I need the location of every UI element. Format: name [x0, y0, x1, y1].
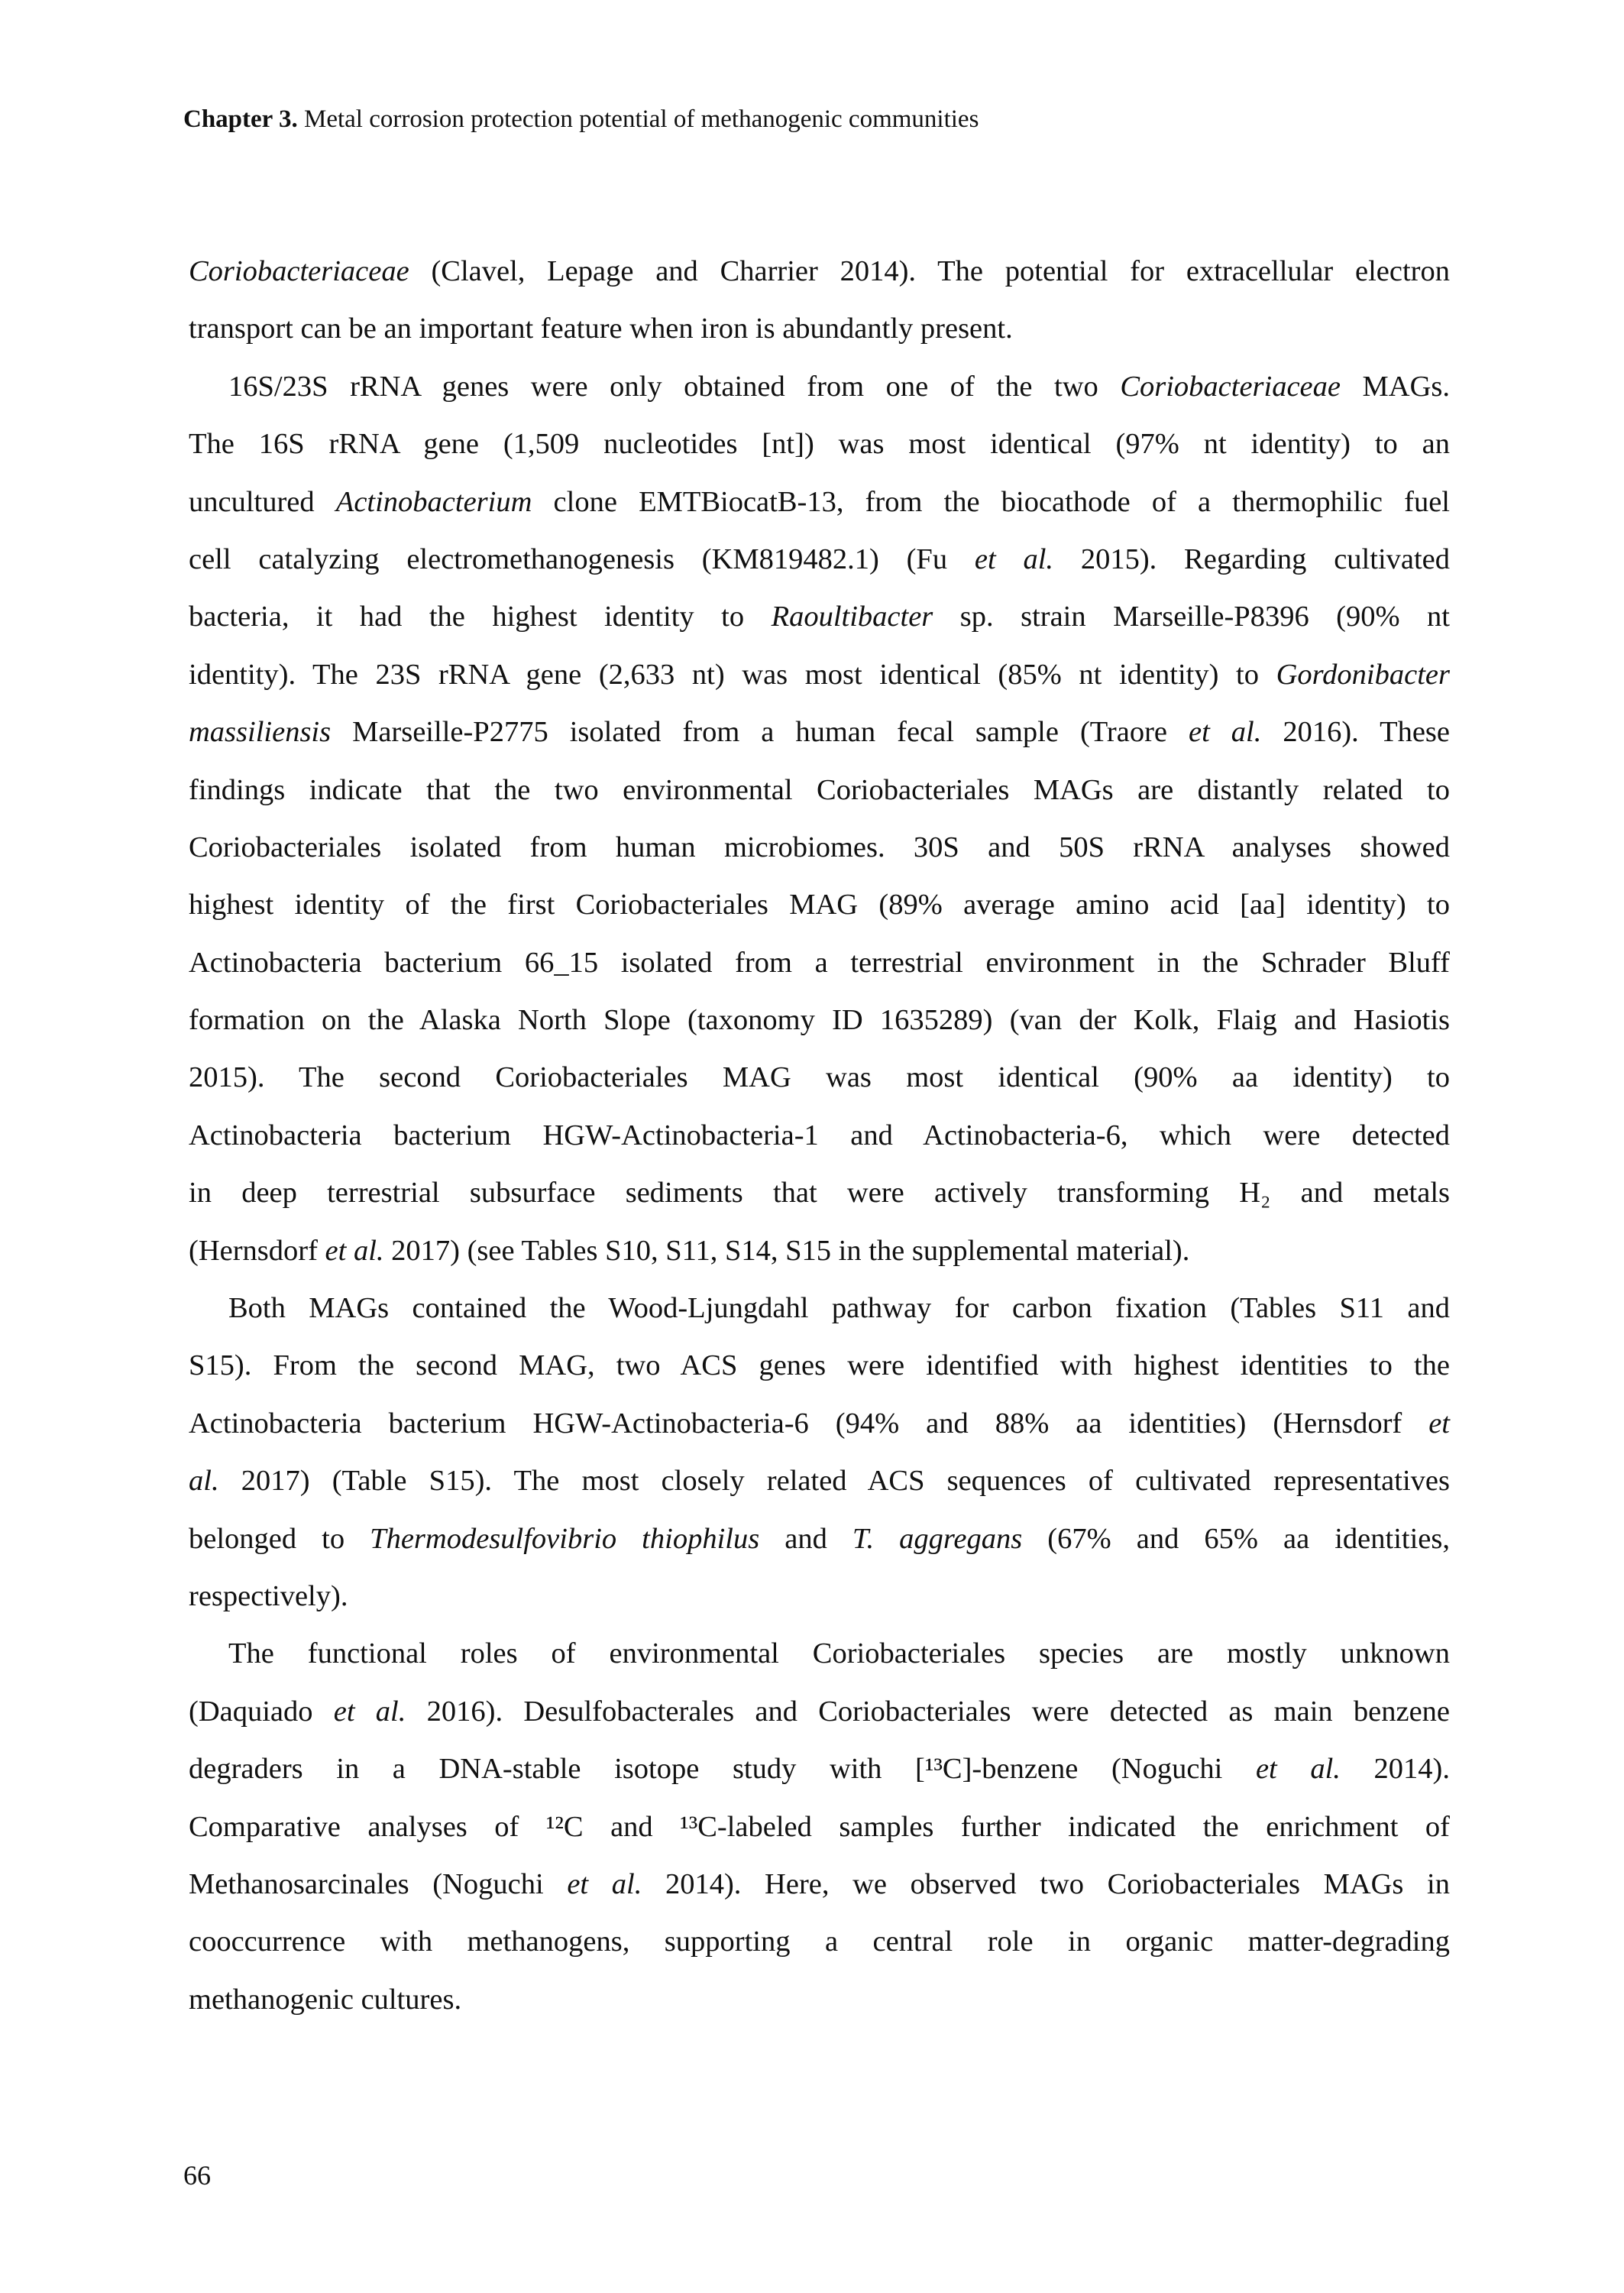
italic-text: et al.	[325, 1234, 384, 1267]
italic-text: et al.	[974, 542, 1054, 575]
text-line	[189, 358, 1450, 416]
text-line	[189, 474, 1450, 531]
text-segment: 2016). These	[1261, 716, 1450, 749]
text-segment: sp. strain Marseille-P8396 (90% nt	[933, 601, 1450, 633]
chapter-label: Chapter 3.	[183, 105, 298, 133]
italic-text: Coriobacteriaceae	[1120, 370, 1341, 403]
text-line	[189, 1683, 1450, 1741]
italic-text: T. aggregans	[852, 1522, 1023, 1555]
text-segment: and	[759, 1522, 852, 1555]
text-line	[189, 243, 1450, 300]
text-line	[189, 1223, 1450, 1280]
text-segment: 2014).	[1340, 1753, 1450, 1786]
text-segment: in deep terrestrial subsurface sediments that were actively transforming H₂ and metals	[189, 1177, 1450, 1210]
text-segment: S15). From the second MAG, two ACS genes were identified with highest identities to the	[189, 1349, 1450, 1382]
text-segment: The functional roles of environmental Coriobacteriales species are mostly unknown	[228, 1637, 1450, 1670]
text-line	[189, 1280, 1450, 1337]
text-segment: highest identity of the first Coriobacteriales MAG (89% average amino acid [aa] identity) to	[189, 889, 1450, 921]
text-line	[189, 704, 1450, 761]
text-line	[189, 1395, 1450, 1453]
italic-text: Actinobacterium	[335, 485, 532, 518]
text-line	[189, 1625, 1450, 1683]
text-segment: cooccurrence with methanogens, supporting a central role in organic matter-degrading	[189, 1925, 1450, 1958]
text-line	[189, 1741, 1450, 1798]
text-segment: uncultured	[189, 485, 336, 518]
text-segment: Actinobacteria bacterium 66_15 isolated from a terrestrial environment in the Schrader Bluff	[189, 946, 1450, 979]
text-segment: clone EMTBiocatB-13, from the biocathode of a thermophilic fuel	[532, 485, 1451, 518]
italic-text: et al.	[567, 1867, 642, 1900]
text-segment: (Clavel, Lepage and Charrier 2014). The potential for extracellular electron	[409, 255, 1450, 287]
text-segment: The 16S rRNA gene (1,509 nucleotides [nt]) was most identical (97% nt identity) to an	[189, 428, 1450, 461]
text-line	[189, 992, 1450, 1049]
text-segment: 2015). Regarding cultivated	[1053, 542, 1451, 575]
text-line	[189, 1453, 1450, 1510]
text-segment: belonged to	[189, 1522, 370, 1555]
text-line	[189, 876, 1450, 934]
text-line	[189, 1799, 1450, 1856]
text-line	[189, 1164, 1450, 1222]
text-segment: 2017) (Table S15). The most closely related ACS sequences of cultivated representatives	[218, 1465, 1450, 1498]
text-line	[189, 762, 1450, 819]
text-segment: Actinobacteria bacterium HGW-Actinobacteria-1 and Actinobacteria-6, which were detected	[189, 1119, 1450, 1151]
text-segment: findings indicate that the two environmental Coriobacteriales MAGs are distantly related to	[189, 773, 1450, 806]
text-segment: (Daquiado	[189, 1695, 334, 1728]
text-segment: formation on the Alaska North Slope (taxonomy ID 1635289) (van der Kolk, Flaig and Hasiotis	[189, 1004, 1450, 1037]
italic-text: et al.	[1188, 716, 1262, 749]
text-segment: Marseille-P2775 isolated from a human fecal sample (Traore	[331, 716, 1189, 749]
running-header	[183, 105, 979, 134]
italic-text: Coriobacteriaceae	[189, 255, 409, 287]
text-segment: Coriobacteriales isolated from human microbiomes. 30S and 50S rRNA analyses showed	[189, 831, 1450, 863]
text-line	[189, 934, 1450, 992]
italic-text: al.	[189, 1465, 219, 1498]
body-text	[189, 243, 1450, 2029]
text-segment: Comparative analyses of ¹²C and ¹³C-labeled samples further indicated the enrichment of	[189, 1810, 1450, 1843]
text-segment: (Hernsdorf	[189, 1234, 325, 1267]
text-segment: identity). The 23S rRNA gene (2,633 nt) was most identical (85% nt identity) to	[189, 658, 1276, 691]
text-line	[189, 1107, 1450, 1164]
text-line	[189, 531, 1450, 588]
text-segment: (67% and 65% aa identities,	[1022, 1522, 1450, 1555]
text-segment: 16S/23S rRNA genes were only obtained from one of the two	[228, 370, 1121, 403]
italic-text: et	[1428, 1407, 1450, 1440]
text-line	[189, 1511, 1450, 1568]
italic-text: Thermodesulfovibrio thiophilus	[370, 1522, 760, 1555]
text-line	[189, 1568, 1450, 1625]
text-line	[189, 416, 1450, 473]
chapter-title: Metal corrosion protection potential of methanogenic communities	[297, 105, 979, 133]
text-line	[189, 300, 1450, 358]
italic-text: et al.	[333, 1695, 406, 1728]
page-number: 66	[183, 2160, 211, 2191]
text-line	[189, 1337, 1450, 1394]
text-line	[189, 819, 1450, 876]
text-segment: 2016). Desulfobacterales and Coriobacteriales were detected as main benzene	[406, 1695, 1451, 1728]
text-line	[189, 1856, 1450, 1913]
text-segment: cell catalyzing electromethanogenesis (KM819482.1) (Fu	[189, 542, 975, 575]
text-line	[189, 588, 1450, 646]
italic-text: Gordonibacter	[1276, 658, 1450, 691]
text-line	[189, 1913, 1450, 1971]
text-segment: Methanosarcinales (Noguchi	[189, 1867, 568, 1900]
text-line	[189, 1971, 1450, 2029]
text-segment: MAGs.	[1341, 370, 1450, 403]
text-segment: Both MAGs contained the Wood-Ljungdahl pathway for carbon fixation (Tables S11 and	[228, 1292, 1450, 1325]
italic-text: et al.	[1255, 1753, 1341, 1786]
italic-text: Raoultibacter	[771, 601, 933, 633]
text-segment: transport can be an important feature when iron is abundantly present.	[189, 313, 1013, 345]
text-segment: 2015). The second Coriobacteriales MAG was most identical (90% aa identity) to	[189, 1061, 1450, 1094]
text-segment: methanogenic cultures.	[189, 1983, 462, 2016]
text-line	[189, 1049, 1450, 1106]
text-segment: respectively).	[189, 1579, 348, 1612]
text-segment: degraders in a DNA-stable isotope study with [¹³C]-benzene (Noguchi	[189, 1753, 1256, 1786]
text-segment: 2017) (see Tables S10, S11, S14, S15 in the supplemental material).	[383, 1234, 1190, 1267]
text-line	[189, 646, 1450, 704]
text-segment: Actinobacteria bacterium HGW-Actinobacteria-6 (94% and 88% aa identities) (Hernsdorf	[189, 1407, 1429, 1440]
text-segment: bacteria, it had the highest identity to	[189, 601, 772, 633]
text-segment: 2014). Here, we observed two Coriobacteriales MAGs in	[642, 1867, 1450, 1900]
italic-text: massiliensis	[189, 716, 332, 749]
